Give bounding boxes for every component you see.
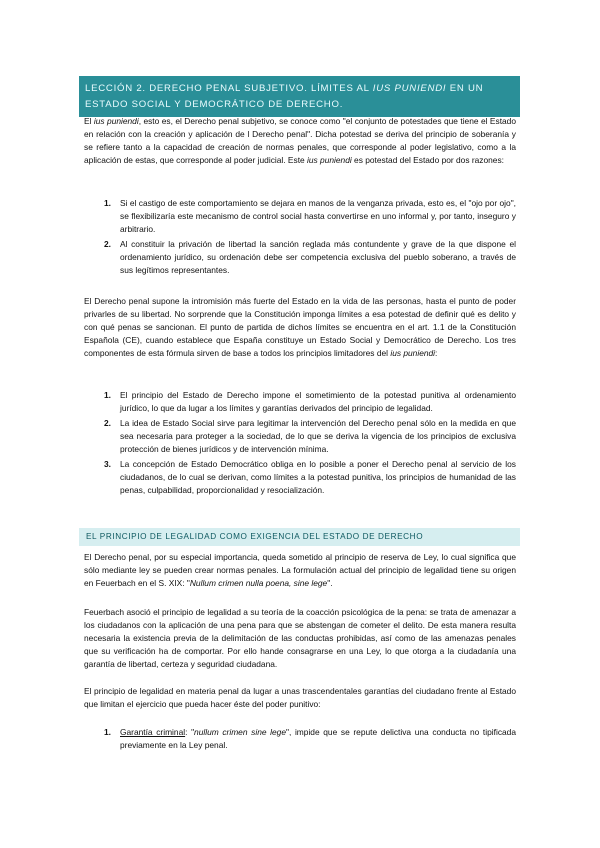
section-heading-legality: EL PRINCIPIO DE LEGALIDAD COMO EXIGENCIA DEL ESTADO DE DERECHO [79, 528, 520, 546]
lesson-title-banner [79, 76, 520, 117]
feuerbach-paragraph: Feuerbach asoció el principio de legalidad a su teoría de la coacción psicológica de la pena: se trata de amenazar a los ciudadanos con la aplicación de una pena para que se abstengan de cometer el delito. De esta manera resulta necesaria la existencia previa de la delimitación de las conductas prohibidas, así como de las amenazas penales que su verificación ha de comportar. Por ello hande consagrarse en una Ley, lo que otorga a la ciudadanía una garantía de libertad, certeza y seguridad ciudadana. [84, 607, 516, 669]
intro-italic-1: ius puniendi [93, 116, 139, 126]
intro-italic-2: ius puniendi [307, 155, 352, 165]
guarantee-colon: : " [185, 727, 195, 737]
limits-text-2: : [435, 348, 438, 358]
guarantees-list [84, 726, 516, 754]
list-item [84, 238, 516, 277]
list-item [84, 417, 516, 456]
list-item-number: 3. [104, 459, 111, 469]
list-item-text: El principio del Estado de Derecho impone el sometimiento de la potestad punitiva al ordenamiento jurídico, lo que da lugar a los límites y garantías derivados del principio de legalidad. [120, 390, 516, 413]
legality-text-1: El Derecho penal, por su especial importancia, queda sometido al principio de reserva de Ley, lo cual significa que sólo mediante ley se pueden crear normas penales. La formulación actual del principio de legalidad tiene su origen en Feuerbach en el S. XIX: " [84, 552, 516, 588]
guarantee-italic: nullum crimen sine lege [194, 727, 286, 737]
limits-text-1: El Derecho penal supone la intromisión más fuerte del Estado en la vida de las personas, hasta el punto de poder privarles de su libertad. No sorprende que la Constitución imponga límites a esa potestad de definir qué es delito y con qué penas se sancionan. El punto de partida de dichos límites se encuentra en el art. 1.1 de la Constitución Española (CE), cuando establece que España constituye un Estado Social y Democrático de Derecho. Los tres componentes de esta fórmula sirven de base a todos los principios limitadores del [84, 296, 516, 358]
list-item-text: La concepción de Estado Democrático obliga en lo posible a poner el Derecho penal al servicio de los ciudadanos, de lo cual se derivan, como límites a la potestad punitiva, los principios de humanidad de las penas, culpabilidad, proporcionalidad y resocialización. [120, 459, 516, 495]
legality-text-2: ". [327, 578, 333, 588]
guarantee-text: ", impide que se repute delictiva una conducta no tipificada previamente en la Ley penal. [120, 727, 516, 750]
list-item-text: Al constituir la privación de libertad la sanción reglada más contundente y grave de la que dispone el ordenamiento jurídico, su ordenación debe ser competencia exclusiva del pueblo soberano, a través de sus legítimos representantes. [120, 239, 516, 275]
guarantee-label: Garantía criminal [120, 727, 186, 737]
limits-paragraph [84, 295, 516, 360]
list-item [84, 389, 516, 415]
intro-text-3: es potestad del Estado por dos razones: [351, 155, 504, 165]
lesson-title-part2: EN UN ESTADO SOCIAL Y DEMOCRÁTICO DE DERECHO. [85, 83, 484, 110]
list-item [84, 726, 516, 752]
intro-paragraph [84, 115, 516, 167]
list-item-text: La idea de Estado Social sirve para legitimar la intervención del Derecho penal sólo en la medida en que sea necesaria para proteger a la sociedad, de lo que se deriva la vigencia de los principios de exclusiva protección de bienes jurídicos y de intervención mínima. [120, 418, 516, 454]
principles-list [84, 389, 516, 499]
list-item [84, 197, 516, 236]
lesson-title-italic: IUS PUNIENDI [372, 83, 447, 94]
legality-paragraph [84, 551, 516, 590]
list-item-number: 2. [104, 239, 111, 249]
intro-text-2: , esto es, el Derecho penal subjetivo, se conoce como "el conjunto de potestades que tiene el Estado en relación con la creación y aplicación de l Derecho penal". Dicha potestad se deriva del principio de soberanía y se refiere tanto a la capacidad de creación de normas penales, que corresponde al poder legislativo, como a la aplicación de estas, que corresponde al poder judicial. Este [84, 116, 516, 165]
legality-italic: Nullum crimen nulla poena, sine lege [189, 578, 328, 588]
lesson-title-part1: LECCIÓN 2. DERECHO PENAL SUBJETIVO. LÍMITES AL [85, 83, 373, 94]
list-item [84, 458, 516, 497]
intro-text-1: El [84, 116, 94, 126]
guarantees-paragraph: El principio de legalidad en materia penal da lugar a unas trascendentales garantías del ciudadano frente al Estado que limitan el ejercicio que pueda hacer éste del poder punitivo: [84, 686, 516, 709]
list-item-number: 1. [104, 390, 111, 400]
list-item-number: 1. [104, 198, 111, 208]
limits-italic: ius puniendi [390, 348, 436, 358]
reasons-list [84, 197, 516, 279]
list-item-number: 2. [104, 418, 111, 428]
list-item-number: 1. [104, 727, 111, 737]
list-item-text: Si el castigo de este comportamiento se dejara en manos de la venganza privada, esto es, el "ojo por ojo", se flexibilizaría este mecanismo de control social hasta convertirse en uno informal y, por tanto, inseguro y arbitrario. [120, 198, 516, 234]
